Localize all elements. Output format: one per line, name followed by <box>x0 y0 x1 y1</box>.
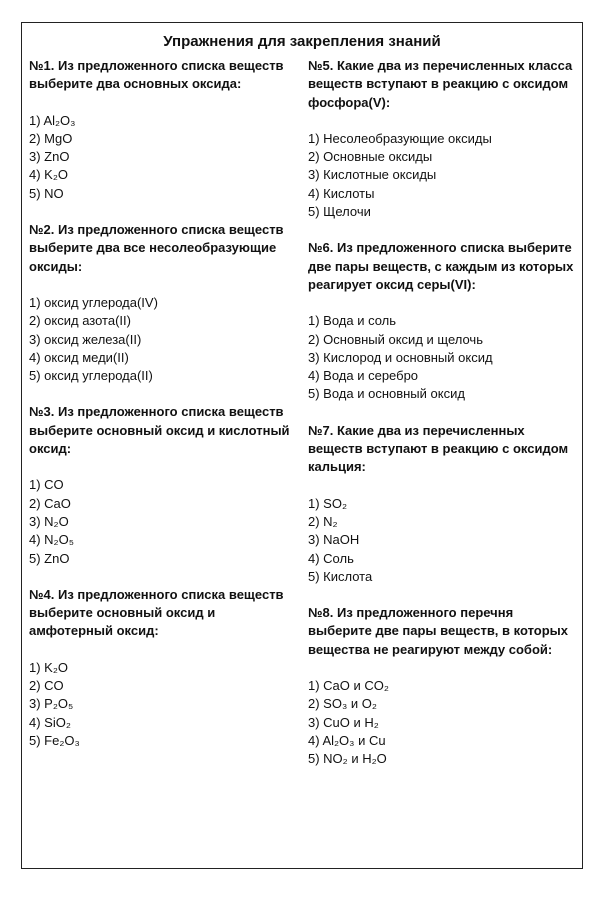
option: 1) CaO и CO₂ <box>308 678 389 694</box>
option: 5) оксид углерода(II) <box>29 368 153 384</box>
question-text <box>308 422 578 477</box>
option: 1) Несолеобразующие оксиды <box>308 130 492 146</box>
option: 4) Вода и серебро <box>308 368 419 384</box>
option-list <box>308 495 578 586</box>
option-list <box>29 476 299 567</box>
option: 1) оксид углерода(IV) <box>29 294 158 310</box>
option: 2) MgO <box>29 130 73 146</box>
question-prompt: Из предложенного списка веществ выберите два основных оксида: <box>29 58 284 92</box>
question-8 <box>308 604 578 768</box>
option: 3) Кислород и основный оксид <box>308 349 493 365</box>
option-list <box>308 130 578 221</box>
option: 3) N₂O <box>29 513 69 529</box>
option: 1) Al₂O₃ <box>29 112 76 128</box>
question-number: №6. <box>308 240 334 256</box>
option: 5) ZnO <box>29 550 70 566</box>
option: 1) Вода и соль <box>308 313 397 329</box>
option-list <box>29 112 299 203</box>
option: 4) Кислоты <box>308 185 375 201</box>
question-number: №4. <box>29 586 55 602</box>
question-number: №1. <box>29 58 55 73</box>
question-prompt: Какие два из перечисленных веществ вступают в реакцию с оксидом кальция: <box>308 422 569 475</box>
worksheet-title: Упражнения для закрепления знаний <box>163 33 441 50</box>
question-number: №2. <box>29 222 55 238</box>
option: 1) K₂O <box>29 659 68 675</box>
option: 2) CaO <box>29 495 71 511</box>
option-list <box>308 677 578 768</box>
question-text <box>308 604 578 659</box>
option: 3) Кислотные оксиды <box>308 167 437 183</box>
option: 3) NaOH <box>308 532 360 548</box>
question-text <box>29 57 299 94</box>
question-text <box>308 57 578 112</box>
right-column <box>308 57 578 769</box>
option: 4) K₂O <box>29 167 68 183</box>
option: 5) Fe₂O₃ <box>29 732 80 748</box>
option-list <box>308 312 578 403</box>
option: 2) SO₃ и O₂ <box>308 696 377 712</box>
option: 5) NO <box>29 185 64 201</box>
question-text <box>29 586 299 641</box>
option: 5) NO₂ и H₂O <box>308 751 387 767</box>
option: 2) Основный оксид и щелочь <box>308 331 483 347</box>
question-prompt: Из предложенного перечня выберите две пары веществ, в которых вещества не реагируют между собой: <box>308 605 568 657</box>
question-number: №8. <box>308 605 334 621</box>
question-prompt: Из предложенного списка веществ выберите основный оксид и амфотерный оксид: <box>29 586 284 639</box>
option: 2) оксид азота(II) <box>29 313 131 329</box>
option: 1) SO₂ <box>308 495 347 511</box>
question-1 <box>29 57 299 203</box>
question-3 <box>29 403 299 567</box>
question-4 <box>29 586 299 750</box>
question-text <box>29 221 299 276</box>
worksheet-frame <box>21 22 583 869</box>
question-7 <box>308 422 578 586</box>
question-number: №3. <box>29 404 55 420</box>
option: 4) SiO₂ <box>29 714 71 730</box>
option: 5) Кислота <box>308 568 373 584</box>
question-number: №7. <box>308 422 334 438</box>
question-text <box>308 239 578 294</box>
question-number: №5. <box>308 58 334 73</box>
question-5 <box>308 57 578 221</box>
question-prompt: Какие два из перечисленных класса веществ вступают в реакцию с оксидом фосфора(V): <box>308 58 573 110</box>
question-prompt: Из предложенного списка веществ выберите основный оксид и кислотный оксид: <box>29 404 290 457</box>
option: 4) Соль <box>308 550 354 566</box>
question-6 <box>308 239 578 403</box>
option: 5) Щелочи <box>308 204 371 220</box>
option: 2) CO <box>29 678 64 694</box>
left-column <box>29 57 299 750</box>
option-list <box>29 659 299 750</box>
option: 4) Al₂O₃ и Cu <box>308 732 386 748</box>
option: 3) ZnO <box>29 149 70 165</box>
option: 3) CuO и H₂ <box>308 714 379 730</box>
option: 1) CO <box>29 477 64 493</box>
question-2 <box>29 221 299 385</box>
option: 4) оксид меди(II) <box>29 349 129 365</box>
question-prompt: Из предложенного списка выберите две пары веществ, с каждым из которых реагирует оксид серы(VI): <box>308 240 574 292</box>
option: 2) Основные оксиды <box>308 149 433 165</box>
option-list <box>29 294 299 385</box>
question-prompt: Из предложенного списка веществ выберите два все несолеобразующие оксиды: <box>29 222 284 274</box>
question-text <box>29 403 299 458</box>
option: 3) оксид железа(II) <box>29 331 142 347</box>
option: 5) Вода и основный оксид <box>308 386 465 402</box>
option: 4) N₂O₅ <box>29 532 74 548</box>
option: 3) P₂O₅ <box>29 696 74 712</box>
option: 2) N₂ <box>308 513 338 529</box>
